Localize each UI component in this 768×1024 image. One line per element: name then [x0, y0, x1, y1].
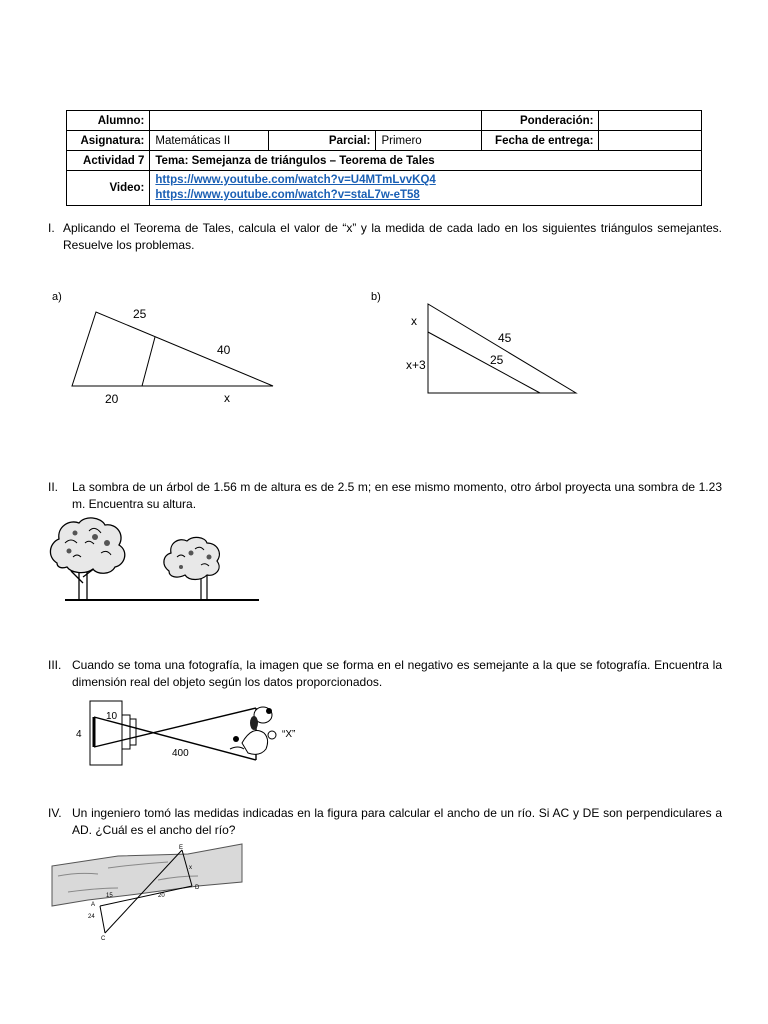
- question-1-text: Aplicando el Teorema de Tales, calcula el valor de “x” y la medida de cada lado en los siguientes triángulos semejantes. Resuelve los problemas.: [63, 221, 722, 252]
- point-A-label: A: [91, 902, 96, 908]
- figure-triangle-b: [365, 285, 590, 400]
- point-E-label: E: [179, 845, 184, 851]
- row-asignatura: [67, 131, 702, 151]
- river-band: [52, 844, 242, 906]
- asignatura-value: Matemáticas II: [150, 131, 269, 151]
- fig-b-parallel-segment: [428, 332, 540, 393]
- question-2: [48, 479, 722, 513]
- fig-b-side-top-label: x: [411, 314, 417, 328]
- ponderacion-label: Ponderación:: [481, 111, 599, 131]
- dog-illustration: [230, 707, 276, 754]
- parcial-label: Parcial:: [268, 131, 376, 151]
- video-label: Video:: [67, 171, 150, 206]
- label-15: 15: [106, 893, 113, 899]
- asignatura-label: Asignatura:: [67, 131, 150, 151]
- question-3: [48, 657, 722, 691]
- tema-title: Tema: Semejanza de triángulos – Teorema de Tales: [150, 151, 702, 171]
- camera-lens-1: [122, 715, 130, 749]
- fig-b-label: b): [371, 291, 381, 303]
- label-24: 24: [88, 914, 95, 920]
- ponderacion-value: [599, 111, 702, 131]
- camera-lens-2: [130, 719, 136, 745]
- unknown-label: “X”: [282, 729, 296, 740]
- question-2-number: II.: [48, 480, 59, 494]
- fecha-label: Fecha de entrega:: [481, 131, 599, 151]
- parcial-value: Primero: [376, 131, 481, 151]
- video-links: [150, 171, 702, 206]
- fig-a-parallel-segment: [142, 337, 155, 386]
- fig-a-base-right-label: x: [224, 391, 230, 405]
- question-2-text: La sombra de un árbol de 1.56 m de altura es de 2.5 m; en ese mismo momento, otro árbol proyecta una sombra de 1.23 m. Encuentra su altura.: [72, 480, 722, 511]
- question-1-number: I.: [48, 221, 55, 235]
- row-actividad: [67, 151, 702, 171]
- point-D-label: D: [195, 885, 200, 891]
- x-label: x: [189, 865, 192, 871]
- fig-a-base-left-label: 20: [105, 392, 119, 406]
- fig-b-hyp-outer-label: 45: [498, 331, 512, 345]
- figure-river: [48, 842, 248, 944]
- figure-camera: [70, 695, 310, 770]
- actividad-label: Actividad 7: [67, 151, 150, 171]
- fecha-value: [599, 131, 702, 151]
- row-video: [67, 171, 702, 206]
- fig-a-right-label: 40: [217, 343, 231, 357]
- fig-a-outer-triangle: [72, 312, 273, 386]
- video-link-2[interactable]: https://www.youtube.com/watch?v=staL7w-eT58: [155, 189, 420, 201]
- fig-b-side-bottom-label: x+3: [406, 358, 426, 372]
- video-link-1[interactable]: https://www.youtube.com/watch?v=U4MTmLvvKQ4: [155, 174, 436, 186]
- question-1: [48, 220, 722, 254]
- fig-b-hyp-inner-label: 25: [490, 353, 504, 367]
- segment-AC: [100, 906, 105, 933]
- fig-a-label: a): [52, 291, 62, 303]
- tree-small: [164, 537, 219, 600]
- fig-b-outer-triangle: [428, 304, 576, 393]
- fig-a-top-label: 25: [133, 307, 147, 321]
- question-3-number: III.: [48, 658, 62, 672]
- question-4: [48, 805, 722, 839]
- distance-label: 400: [172, 748, 189, 759]
- figure-trees: [45, 513, 265, 605]
- width-label: 10: [106, 711, 118, 722]
- figure-triangle-a: [45, 285, 285, 410]
- point-C-label: C: [101, 936, 106, 942]
- question-3-text: Cuando se toma una fotografía, la imagen que se forma en el negativo es semejante a la que se fotografía. Encuentra la dimensión real del objeto según los datos proporcionados.: [72, 658, 722, 689]
- row-alumno: [67, 111, 702, 131]
- alumno-value: [150, 111, 482, 131]
- label-20: 20: [158, 893, 165, 899]
- question-4-number: IV.: [48, 806, 62, 820]
- header-table: [66, 110, 702, 206]
- tree-large: [50, 518, 124, 600]
- question-4-text: Un ingeniero tomó las medidas indicadas en la figura para calcular el ancho de un río. Si AC y DE son perpendiculares a AD. ¿Cuál es el ancho del río?: [72, 806, 722, 837]
- height-label: 4: [76, 729, 82, 740]
- alumno-label: Alumno:: [67, 111, 150, 131]
